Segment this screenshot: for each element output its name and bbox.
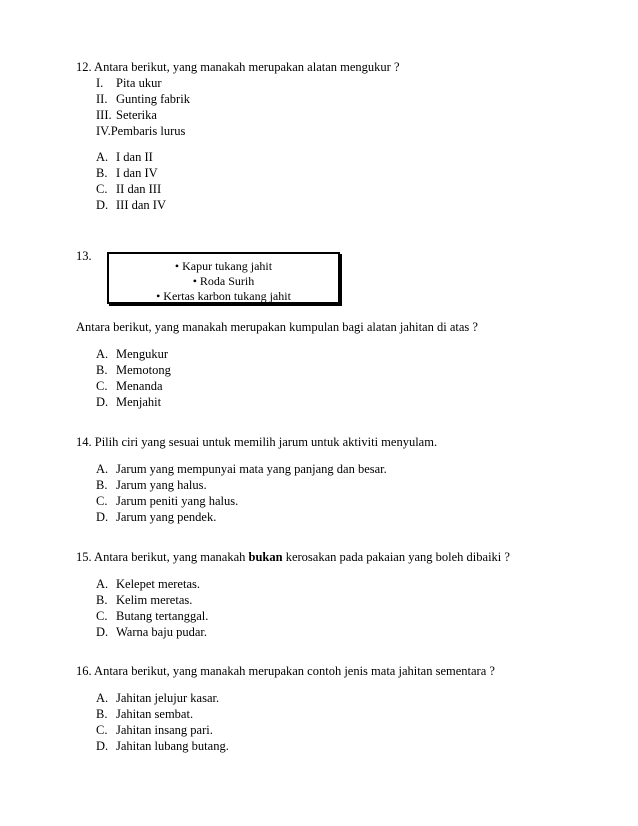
q15-option-c bbox=[96, 609, 208, 624]
option-text: II dan III bbox=[116, 182, 162, 196]
option-text: Jahitan sembat. bbox=[116, 707, 194, 721]
option-text: Jarum peniti yang halus. bbox=[116, 494, 239, 508]
option-letter: D. bbox=[96, 198, 109, 212]
q14-option-a bbox=[96, 462, 387, 477]
option-text: Jarum yang pendek. bbox=[116, 510, 217, 524]
q16-stem: 16. Antara berikut, yang manakah merupakan contoh jenis mata jahitan sementara ? bbox=[76, 664, 495, 678]
q12-option-c bbox=[96, 182, 161, 197]
q13-box-item-3: • Kertas karbon tukang jahit bbox=[156, 289, 291, 303]
option-letter: C. bbox=[96, 723, 108, 737]
q13-option-c bbox=[96, 379, 163, 394]
option-text: Jarum yang mempunyai mata yang panjang dan besar. bbox=[116, 462, 387, 476]
q13-option-a bbox=[96, 347, 168, 362]
q13-option-d bbox=[96, 395, 161, 410]
option-letter: C. bbox=[96, 609, 108, 623]
q13-option-b bbox=[96, 363, 171, 378]
option-letter: C. bbox=[96, 182, 108, 196]
option-letter: A. bbox=[96, 577, 109, 591]
q16-option-c bbox=[96, 723, 213, 738]
q15-stem bbox=[76, 550, 510, 565]
option-text: Mengukur bbox=[116, 347, 169, 361]
option-text: I dan IV bbox=[116, 166, 158, 180]
option-text: Kelim meretas. bbox=[116, 593, 193, 607]
item-text: Seterika bbox=[116, 108, 157, 122]
option-letter: A. bbox=[96, 347, 109, 361]
q12-item-3 bbox=[96, 108, 157, 123]
q13-box-item-2: • Roda Surih bbox=[192, 274, 255, 288]
item-numeral: IV. bbox=[96, 124, 111, 138]
q15-option-a bbox=[96, 577, 200, 592]
q13-box-item-1: • Kapur tukang jahit bbox=[174, 259, 273, 273]
option-text: Jahitan insang pari. bbox=[116, 723, 213, 737]
option-text: Jahitan lubang butang. bbox=[116, 739, 229, 753]
q14-option-b bbox=[96, 478, 207, 493]
option-letter: A. bbox=[96, 462, 109, 476]
q13-tools-box bbox=[107, 252, 340, 304]
option-letter: D. bbox=[96, 625, 109, 639]
q12-item-2 bbox=[96, 92, 190, 107]
option-letter: B. bbox=[96, 707, 108, 721]
option-text: Butang tertanggal. bbox=[116, 609, 209, 623]
item-text: Gunting fabrik bbox=[116, 92, 190, 106]
q14-option-d bbox=[96, 510, 216, 525]
option-text: I dan II bbox=[116, 150, 153, 164]
option-letter: A. bbox=[96, 691, 109, 705]
item-numeral: II. bbox=[96, 92, 108, 106]
q13-stem: Antara berikut, yang manakah merupakan kumpulan bagi alatan jahitan di atas ? bbox=[76, 320, 478, 334]
q12-item-1 bbox=[96, 76, 161, 91]
q12-item-4 bbox=[96, 124, 185, 139]
q15-stem-end: kerosakan pada pakaian yang boleh dibaiki ? bbox=[282, 550, 510, 564]
q16-option-a bbox=[96, 691, 219, 706]
option-letter: D. bbox=[96, 739, 109, 753]
item-numeral: III. bbox=[96, 108, 112, 122]
option-text: Kelepet meretas. bbox=[116, 577, 200, 591]
option-text: III dan IV bbox=[116, 198, 166, 212]
option-letter: A. bbox=[96, 150, 109, 164]
option-letter: C. bbox=[96, 379, 108, 393]
option-letter: B. bbox=[96, 593, 108, 607]
q12-option-b bbox=[96, 166, 158, 181]
option-letter: B. bbox=[96, 478, 108, 492]
item-numeral: I. bbox=[96, 76, 104, 90]
option-text: Menanda bbox=[116, 379, 163, 393]
q15-option-d bbox=[96, 625, 207, 640]
option-letter: B. bbox=[96, 363, 108, 377]
option-text: Warna baju pudar. bbox=[116, 625, 207, 639]
option-text: Memotong bbox=[116, 363, 171, 377]
q14-option-c bbox=[96, 494, 238, 509]
q12-option-a bbox=[96, 150, 153, 165]
option-letter: D. bbox=[96, 510, 109, 524]
option-text: Jahitan jelujur kasar. bbox=[116, 691, 220, 705]
q15-option-b bbox=[96, 593, 192, 608]
option-letter: B. bbox=[96, 166, 108, 180]
q12-stem: 12. Antara berikut, yang manakah merupakan alatan mengukur ? bbox=[76, 60, 400, 74]
item-text: Pembaris lurus bbox=[110, 124, 186, 138]
q14-stem: 14. Pilih ciri yang sesuai untuk memilih jarum untuk aktiviti menyulam. bbox=[76, 435, 438, 449]
q16-option-d bbox=[96, 739, 229, 754]
option-text: Menjahit bbox=[116, 395, 162, 409]
q16-option-b bbox=[96, 707, 193, 722]
q15-stem-emphasis: bukan bbox=[248, 550, 283, 564]
q13-number: 13. bbox=[76, 249, 92, 263]
item-text: Pita ukur bbox=[116, 76, 162, 90]
option-letter: D. bbox=[96, 395, 109, 409]
q15-stem-start: 15. Antara berikut, yang manakah bbox=[76, 550, 249, 564]
q12-option-d bbox=[96, 198, 166, 213]
option-text: Jarum yang halus. bbox=[116, 478, 207, 492]
option-letter: C. bbox=[96, 494, 108, 508]
